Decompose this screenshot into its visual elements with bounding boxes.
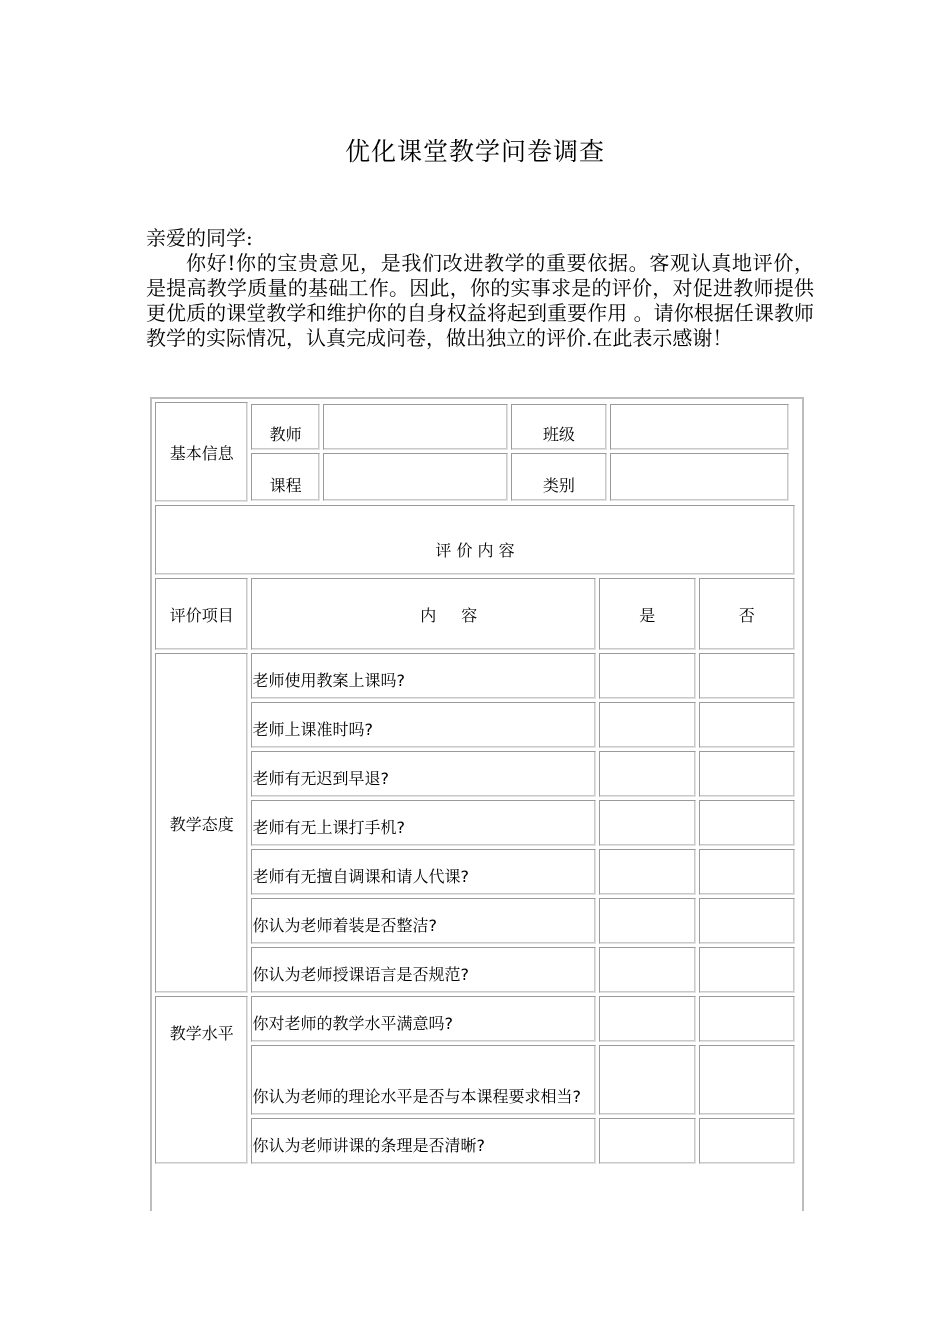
survey-table	[152, 399, 798, 1167]
answer-no-cell[interactable]	[699, 947, 795, 993]
question-text: 老师上课准时吗?	[251, 702, 596, 748]
greeting: 亲爱的同学:	[146, 226, 253, 250]
page-title: 优化课堂教学问卷调查	[344, 137, 605, 166]
question-row	[155, 702, 795, 748]
question-row	[155, 800, 795, 846]
answer-yes-cell[interactable]	[599, 947, 695, 993]
answer-no-cell[interactable]	[699, 800, 795, 846]
question-text: 你认为老师讲课的条理是否清晰?	[251, 1118, 596, 1164]
evaluation-header: 评 价 内 容	[155, 505, 795, 575]
question-row	[155, 996, 795, 1042]
teacher-field[interactable]	[323, 404, 508, 450]
column-no: 否	[699, 578, 795, 650]
category-label: 类别	[511, 453, 607, 501]
answer-yes-cell[interactable]	[599, 898, 695, 944]
answer-yes-cell[interactable]	[599, 800, 695, 846]
class-label: 班级	[511, 404, 607, 450]
question-text: 老师使用教案上课吗?	[251, 653, 596, 699]
answer-no-cell[interactable]	[699, 898, 795, 944]
answer-no-cell[interactable]	[699, 1118, 795, 1164]
answer-yes-cell[interactable]	[599, 702, 695, 748]
question-groups	[155, 653, 795, 1164]
question-text: 你认为老师着装是否整洁?	[251, 898, 596, 944]
question-text: 老师有无上课打手机?	[251, 800, 596, 846]
question-row	[155, 898, 795, 944]
answer-no-cell[interactable]	[699, 751, 795, 797]
category-field[interactable]	[610, 453, 789, 501]
question-text: 你对老师的教学水平满意吗?	[251, 996, 596, 1042]
question-row	[155, 849, 795, 895]
answer-yes-cell[interactable]	[599, 751, 695, 797]
question-row	[155, 653, 795, 699]
teacher-label: 教师	[251, 404, 319, 450]
column-content: 内 容	[251, 578, 596, 650]
question-text: 老师有无迟到早退?	[251, 751, 596, 797]
answer-yes-cell[interactable]	[599, 849, 695, 895]
answer-no-cell[interactable]	[699, 653, 795, 699]
class-field[interactable]	[610, 404, 789, 450]
question-row	[155, 1118, 795, 1164]
group-label: 教学水平	[155, 996, 248, 1164]
intro-body: 你好!你的宝贵意见，是我们改进教学的重要依据。客观认真地评价，是提高教学质量的基础工作。因此，你的实事求是的评价，对促进教师提供更优质的课堂教学和维护你的自身权益将起到重要作用 。请你根据任课教师教学的实际情况，认真完成问卷，做出独立的评价.在此表示感谢！	[146, 251, 814, 350]
question-row	[155, 751, 795, 797]
course-field[interactable]	[323, 453, 508, 501]
basic-info-block	[251, 402, 795, 502]
answer-no-cell[interactable]	[699, 849, 795, 895]
question-text: 老师有无擅自调课和请人代课?	[251, 849, 596, 895]
course-label: 课程	[251, 453, 319, 501]
answer-no-cell[interactable]	[699, 996, 795, 1042]
question-text: 你认为老师的理论水平是否与本课程要求相当?	[251, 1045, 596, 1115]
question-row	[155, 947, 795, 993]
group-label: 教学态度	[155, 653, 248, 993]
question-row	[155, 1045, 795, 1115]
basic-info-label: 基本信息	[155, 402, 248, 502]
answer-no-cell[interactable]	[699, 1045, 795, 1115]
answer-yes-cell[interactable]	[599, 653, 695, 699]
question-text: 你认为老师授课语言是否规范?	[251, 947, 596, 993]
answer-no-cell[interactable]	[699, 702, 795, 748]
survey-table-container	[150, 397, 804, 1211]
intro-text	[146, 226, 814, 351]
column-item: 评价项目	[155, 578, 248, 650]
answer-yes-cell[interactable]	[599, 1045, 695, 1115]
answer-yes-cell[interactable]	[599, 996, 695, 1042]
answer-yes-cell[interactable]	[599, 1118, 695, 1164]
column-yes: 是	[599, 578, 695, 650]
